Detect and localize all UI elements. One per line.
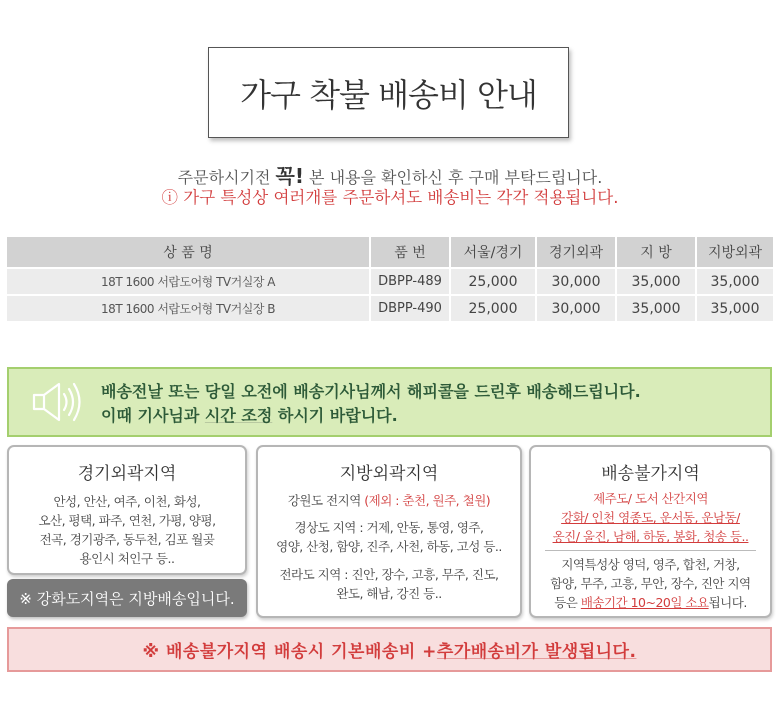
gyeonggi-outer-list [9, 492, 245, 568]
unavailable-list [531, 489, 770, 546]
divider [545, 550, 756, 551]
cell-price: 25,000 [451, 267, 537, 294]
gangwon-label: 강원도 전지역 [287, 493, 365, 508]
long-delivery-list [531, 555, 770, 612]
cell-price: 30,000 [537, 267, 617, 294]
region-line: 안성, 안산, 여주, 이천, 화성, [53, 494, 201, 509]
jeolla-region [258, 565, 520, 603]
region-line: 완도, 해남, 강진 등.. [336, 586, 442, 601]
table-row [7, 294, 773, 321]
page-title: 가구 착불 배송비 안내 [240, 75, 537, 114]
header-product-code: 품 번 [371, 237, 451, 267]
extra-fee-pre: ※ 배송불가지역 배송시 기본배송비 + [142, 642, 437, 662]
header-local: 지 방 [617, 237, 697, 267]
region-line: 용인시 처인구 등.. [79, 551, 175, 566]
region-line: 지역특성상 영덕, 영주, 합천, 거창, [561, 557, 740, 572]
cell-price: 35,000 [617, 294, 697, 321]
unavailable-title: 배송불가지역 [601, 464, 700, 484]
cell-price: 35,000 [697, 267, 773, 294]
extra-fee-emphasis: 추가배송비가 발생됩니다. [436, 642, 637, 662]
region-line: 오산, 평택, 파주, 연천, 가평, 양평, [38, 513, 216, 528]
time-adjust-emphasis: 시간 조정 [204, 406, 273, 425]
region-line: 강화/ 인천 영종도, 운서동, 운남동/ [561, 510, 740, 525]
region-line: 영양, 산청, 함양, 진주, 사천, 하동, 고성 등.. [276, 539, 502, 554]
region-line: 옹진/ 울진, 남해, 하동, 봉화, 청송 등.. [552, 529, 749, 544]
order-notice-post: 본 내용을 확인하신 후 구매 부탁드립니다. [303, 168, 603, 187]
table-header-row [7, 237, 773, 267]
region-line: 경상도 지역 : 거제, 안동, 통영, 영주, [294, 520, 484, 535]
order-notice-emphasis: 꼭! [275, 164, 304, 188]
region-line: 전곡, 경기광주, 동두천, 김포 월곶 [39, 532, 215, 547]
shipping-fee-warning: ⓘ 가구 특성상 여러개를 주문하셔도 배송비는 각각 적용됩니다. [161, 188, 619, 207]
gyeongsang-region [258, 518, 520, 556]
shipping-fee-table [7, 237, 773, 321]
header-product-name: 상 품 명 [7, 237, 371, 267]
header-local-outer: 지방외곽 [697, 237, 773, 267]
header-gyeonggi-outer: 경기외곽 [537, 237, 617, 267]
speaker-icon [31, 379, 93, 425]
gangwon-region [258, 491, 520, 510]
cell-product-name: 18T 1600 서랍도어형 TV거실장 B [7, 294, 371, 321]
title-box [208, 47, 569, 138]
delivery-call-line2-post: 하시기 바랍니다. [272, 406, 398, 425]
cell-price: 25,000 [451, 294, 537, 321]
delivery-call-line2 [101, 403, 398, 426]
cell-price: 30,000 [537, 294, 617, 321]
cell-product-code: DBPP-490 [371, 294, 451, 321]
region-line: 함양, 무주, 고흥, 무안, 장수, 진안 지역 [550, 576, 751, 591]
local-outer-title: 지방외곽지역 [339, 464, 439, 484]
region-line: 전라도 지역 : 진안, 장수, 고흥, 무주, 진도, [279, 567, 499, 582]
unavailable-region-box [529, 445, 772, 618]
cell-price: 35,000 [697, 294, 773, 321]
order-notice-pre: 주문하시기전 [177, 168, 276, 187]
header-seoul-gyeonggi: 서울/경기 [451, 237, 537, 267]
gyeonggi-outer-title: 경기외곽지역 [77, 464, 177, 484]
local-outer-region-box [256, 445, 522, 618]
long-delivery-pre: 등은 [554, 595, 581, 610]
delivery-call-line2-pre: 이때 기사님과 [101, 406, 205, 425]
cell-product-code: DBPP-489 [371, 267, 451, 294]
gangwon-exclusion: (제외 : 춘천, 원주, 철원) [364, 493, 491, 508]
cell-price: 35,000 [617, 267, 697, 294]
delivery-call-notice [7, 367, 772, 437]
gyeonggi-outer-region-box [7, 445, 247, 575]
region-line [531, 593, 770, 612]
region-line: 제주도/ 도서 산간지역 [593, 491, 708, 506]
long-delivery-post: 됩니다. [708, 595, 747, 610]
table-row [7, 267, 773, 294]
delivery-period: 배송기간 10~20일 소요 [580, 595, 709, 610]
extra-fee-notice [7, 627, 772, 672]
cell-product-name: 18T 1600 서랍도어형 TV거실장 A [7, 267, 371, 294]
delivery-call-line1: 배송전날 또는 당일 오전에 배송기사님께서 해피콜을 드린후 배송해드립니다. [101, 382, 641, 401]
ganghwa-note: ※ 강화도지역은 지방배송입니다. [7, 579, 247, 617]
